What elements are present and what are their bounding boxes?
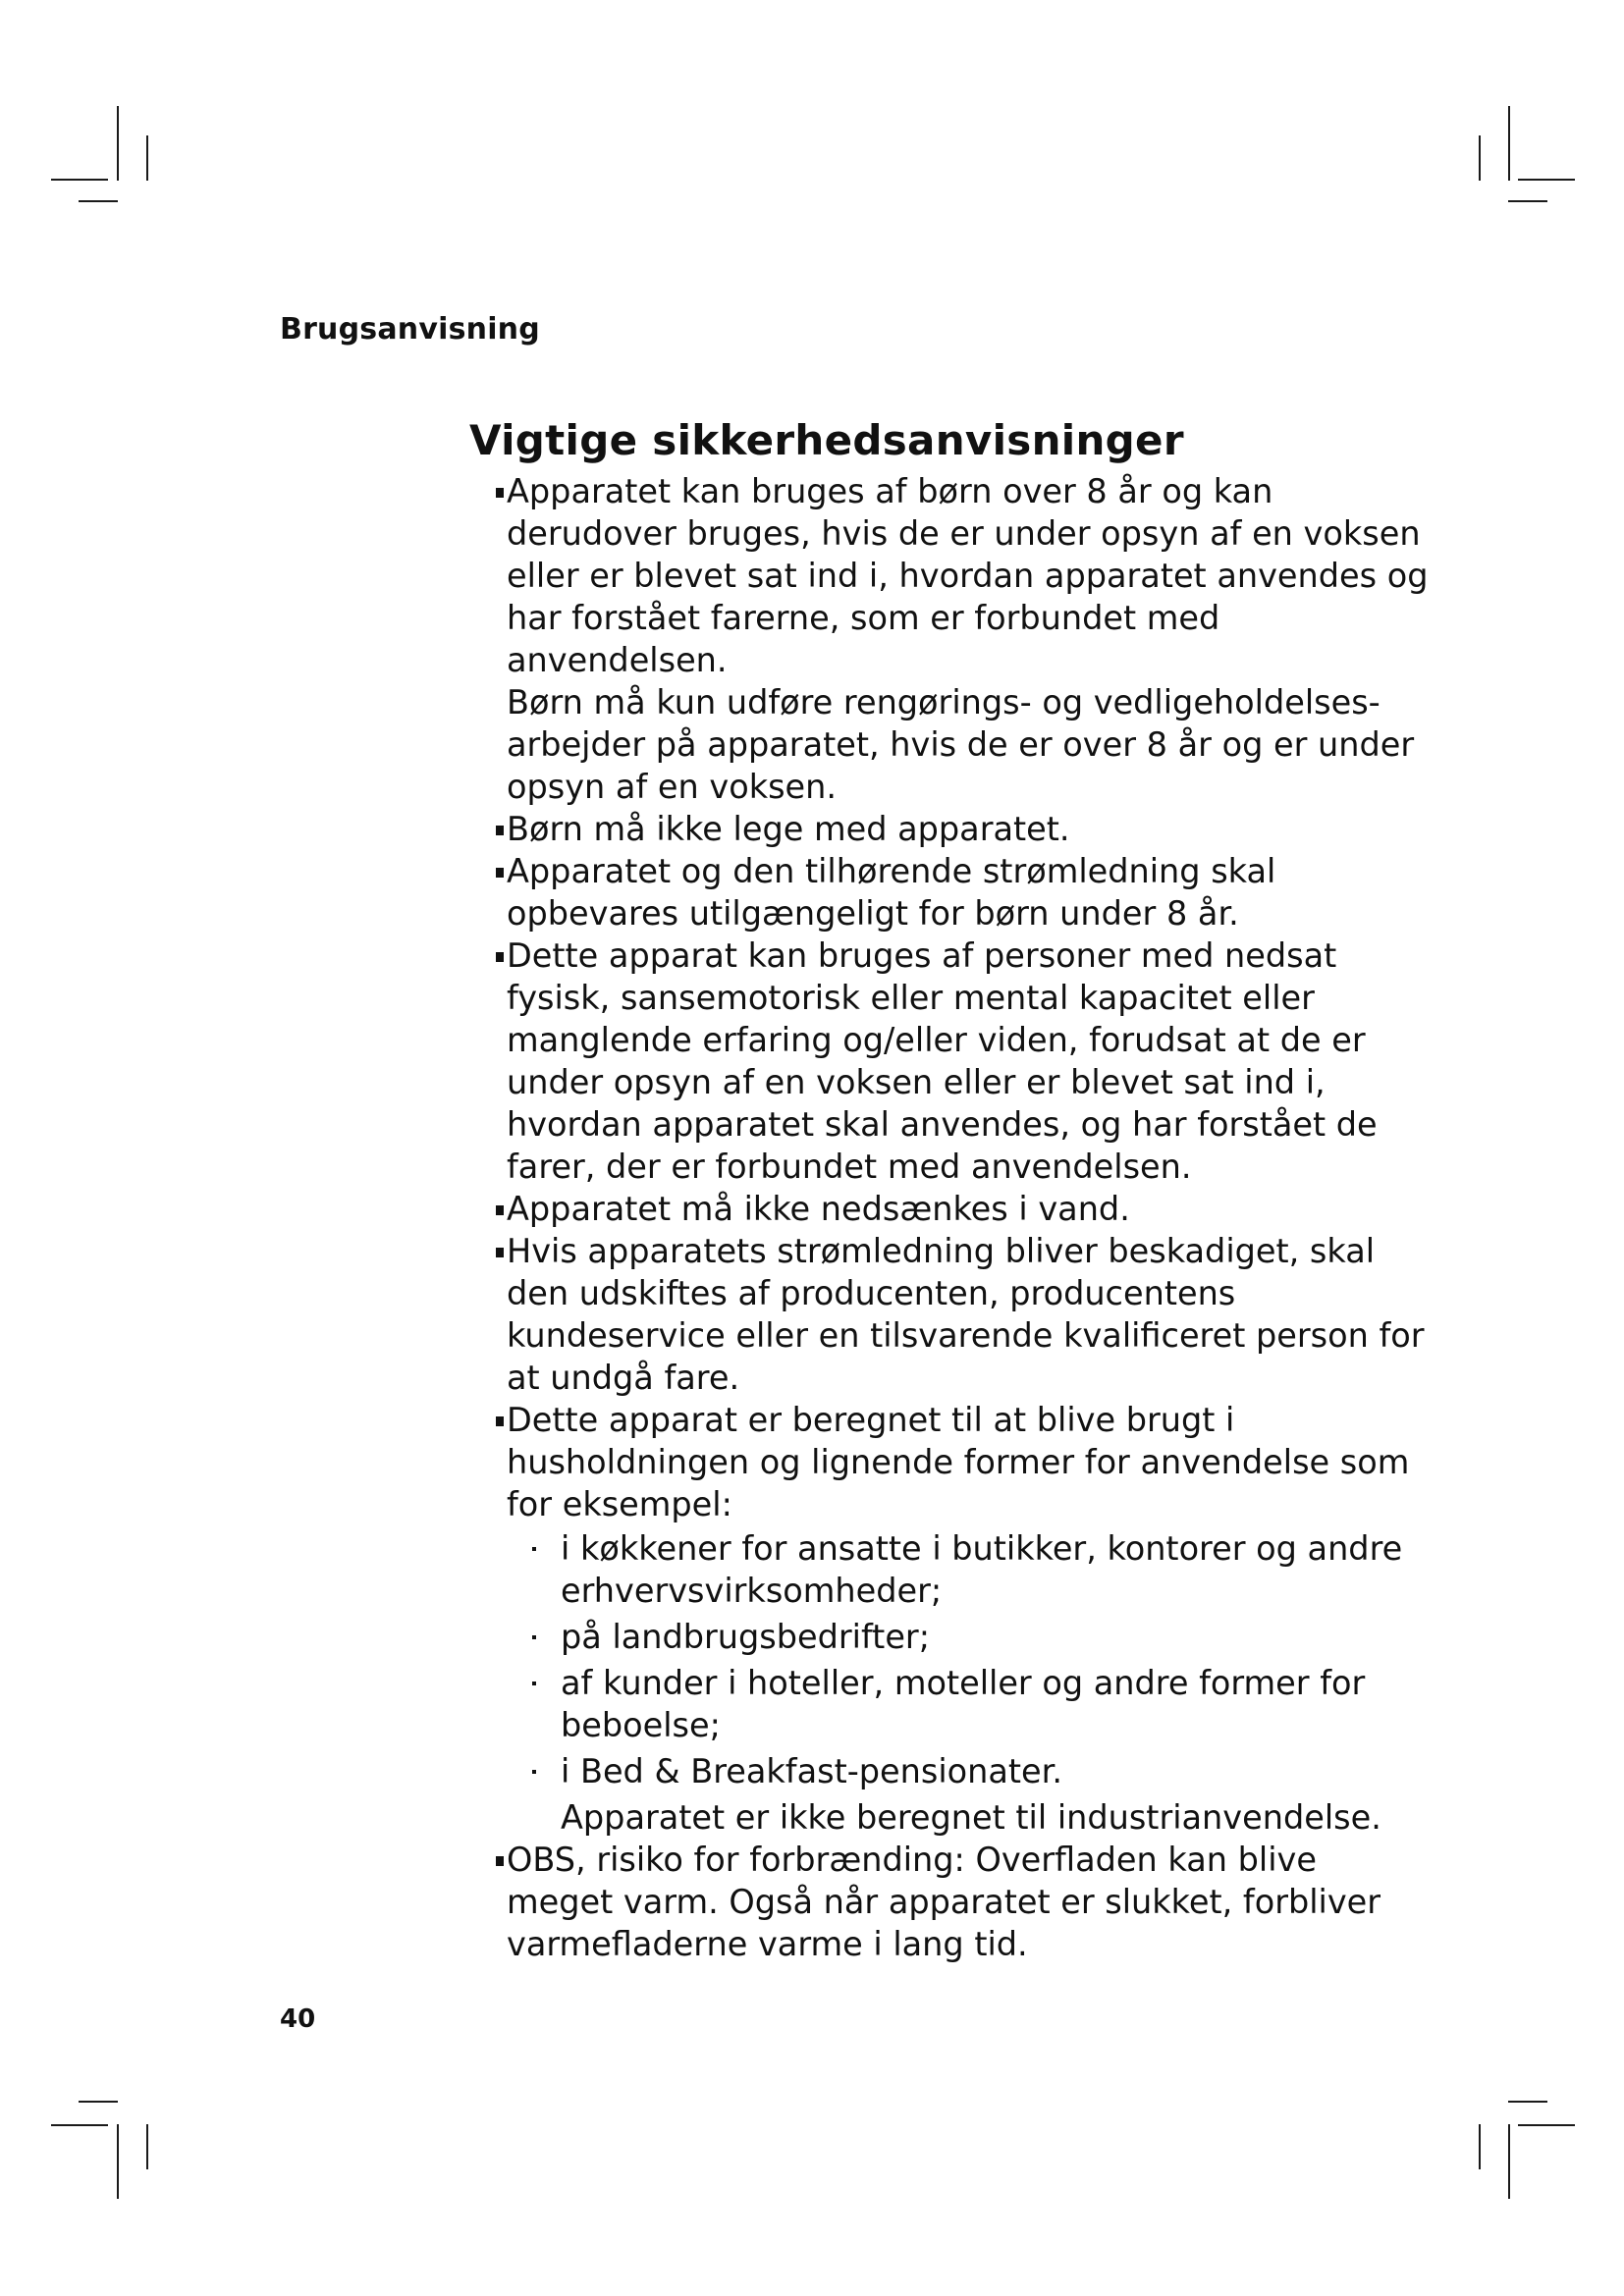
square-bullet-icon <box>496 1248 504 1257</box>
sublist-item <box>507 1616 1432 1658</box>
square-bullet-icon <box>496 488 504 498</box>
bullet-text: OBS, risiko for forbrænding: Overfladen kan blive meget varm. Også når apparatet er slukket, forbliver varmefladerne varme i lang tid. <box>507 1841 1381 1963</box>
square-bullet-icon <box>496 826 504 835</box>
page-number: 40 <box>280 2004 316 2034</box>
crop-mark <box>117 2124 119 2199</box>
usage-note: Apparatet er ikke beregnet til industrianvendelse. <box>561 1798 1381 1837</box>
crop-mark <box>1508 2101 1547 2103</box>
usage-sublist <box>507 1527 1432 1792</box>
bullet-text: Hvis apparatets strømledning bliver beskadiget, skal den udskiftes af producenten, producentens kundeservice eller en tilsvarende kvalificeret person for at undgå fare. <box>507 1232 1425 1397</box>
list-item <box>469 470 1432 808</box>
crop-mark <box>1518 179 1575 181</box>
square-bullet-icon <box>496 952 504 962</box>
list-item <box>469 1839 1432 1965</box>
crop-mark <box>1508 2124 1510 2199</box>
dot-bullet-icon <box>532 1547 536 1551</box>
crop-mark <box>1508 200 1547 202</box>
bullet-text: Dette apparat er beregnet til at blive brugt i husholdningen og lignende former for anvendelse som for eksempel: <box>507 1401 1410 1523</box>
crop-mark <box>1518 2124 1575 2126</box>
running-header: Brugsanvisning <box>280 312 540 347</box>
dot-bullet-icon <box>532 1635 536 1639</box>
dot-bullet-icon <box>532 1770 536 1774</box>
crop-mark <box>51 2124 108 2126</box>
list-item <box>469 934 1432 1188</box>
sublist-text: på landbrugsbedrifter; <box>561 1618 930 1656</box>
square-bullet-icon <box>496 868 504 878</box>
bullet-text: Apparatet kan bruges af børn over 8 år og kan derudover bruges, hvis de er under opsyn af en voksen eller er blevet sat ind i, hvordan apparatet anvendes og har forstået farerne, som er forbundet med anvendelsen. <box>507 472 1429 679</box>
sublist-item <box>507 1527 1432 1612</box>
list-item <box>469 1399 1432 1839</box>
crop-mark <box>79 200 118 202</box>
crop-mark <box>146 135 148 181</box>
sublist-text: af kunder i hoteller, moteller og andre former for beboelse; <box>561 1664 1366 1744</box>
sublist-text: i køkkener for ansatte i butikker, kontorer og andre erhvervsvirksomheder; <box>561 1529 1403 1610</box>
crop-mark <box>1479 135 1481 181</box>
list-item <box>469 1188 1432 1230</box>
bullet-text: Apparatet og den tilhørende strømledning skal opbevares utilgængeligt for børn under 8 år. <box>507 852 1276 933</box>
bullet-text: Dette apparat kan bruges af personer med nedsat fysisk, sansemotorisk eller mental kapacitet eller manglende erfaring og/eller viden, forudsat at de er under opsyn af en voksen eller er blevet sat ind i, hvordan apparatet skal anvendes, og har forstået de farer, der er forbundet med anvendelsen. <box>507 936 1378 1186</box>
sublist-item <box>507 1662 1432 1746</box>
bullet-text: Børn må ikke lege med apparatet. <box>507 810 1070 848</box>
crop-mark <box>117 106 119 181</box>
section-title: Vigtige sikkerhedsanvisninger <box>469 416 1184 464</box>
crop-mark <box>146 2124 148 2169</box>
safety-section <box>469 416 1432 1965</box>
crop-mark <box>51 179 108 181</box>
square-bullet-icon <box>496 1205 504 1215</box>
square-bullet-icon <box>496 1416 504 1426</box>
list-item <box>469 850 1432 934</box>
crop-mark <box>1508 106 1510 181</box>
crop-mark <box>79 2101 118 2103</box>
crop-mark <box>1479 2124 1481 2169</box>
sublist-text: i Bed & Breakfast-pensionater. <box>561 1752 1063 1790</box>
bullet-text: Apparatet må ikke nedsænkes i vand. <box>507 1190 1130 1228</box>
bullet-text: Børn må kun udføre rengørings- og vedligeholdelses-arbejder på apparatet, hvis de er over 8 år og er under opsyn af en voksen. <box>507 683 1415 806</box>
dot-bullet-icon <box>532 1682 536 1685</box>
sublist-item <box>507 1750 1432 1792</box>
square-bullet-icon <box>496 1856 504 1866</box>
list-item <box>469 1230 1432 1399</box>
safety-list <box>469 470 1432 1965</box>
list-item <box>469 808 1432 850</box>
